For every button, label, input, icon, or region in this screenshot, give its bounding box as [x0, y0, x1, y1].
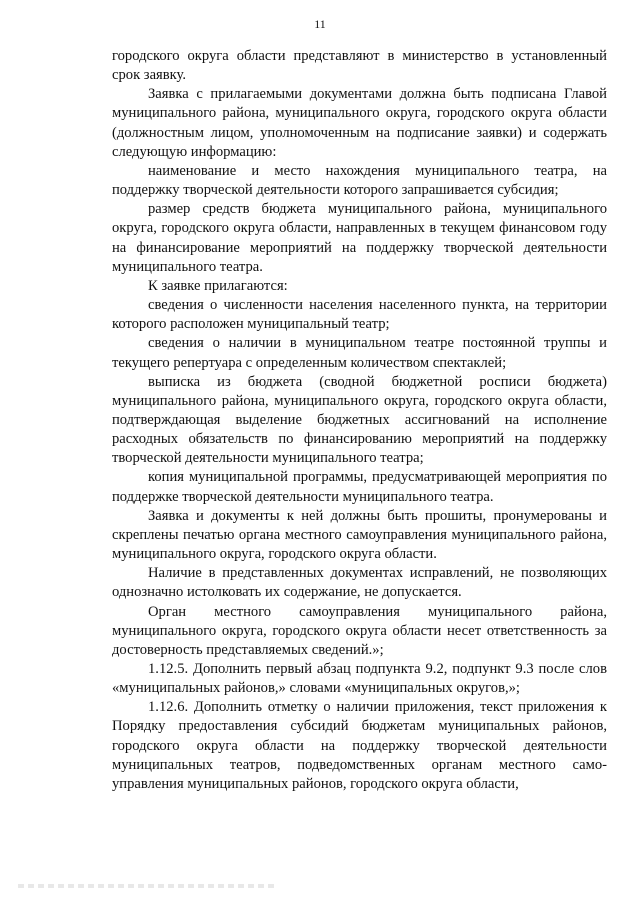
paragraph: Заявка с прилагаемыми документами должна быть подписана Главой муниципального района, муниципального округа, городского округа области (должностным лицом, уполномоченным на подписание заявки) и содержать следующую информацию: [112, 86, 607, 160]
scan-artifact [18, 884, 278, 888]
paragraph: 1.12.5. Дополнить первый абзац подпункта 9.2, подпункт 9.3 после слов «муниципальных районов,» словами «муниципальных округов,»; [112, 661, 607, 697]
paragraph: сведения о наличии в муниципальном театре постоянной труппы и текущего репертуара с определенным количеством спектаклей; [112, 335, 607, 371]
paragraph: выписка из бюджета (сводной бюджетной росписи бюджета) муниципального района, муниципального округа, городского округа области, подтверждающая выделение бюджетных ассигнований на исполнение расходных обязательств по финансированию мероприятий на поддержку творческой деятельности муниципального театра; [112, 373, 607, 467]
paragraph: городского округа области представляют в министерство в установленный срок заявку. [112, 48, 607, 84]
document-body [112, 47, 607, 794]
paragraph: Наличие в представленных документах исправлений, не позволяющих однозначно истолковать их содержание, не допускается. [112, 565, 607, 601]
paragraph: К заявке прилагаются: [148, 277, 288, 294]
paragraph: сведения о численности населения населенного пункта, на территории которого расположен муниципальный театр; [112, 297, 607, 333]
paragraph: размер средств бюджета муниципального района, муниципального округа, городского округа области, направленных в текущем финансовом году на финансирование мероприятий на поддержку творческой деятельности муниципального театра. [112, 201, 607, 275]
paragraph: 1.12.6. Дополнить отметку о наличии приложения, текст приложения к Порядку предоставления субсидий бюджетам муниципальных районов, городского округа области на поддержку творческой деятельности муниципальных театров, подведомственных органам местного само-управления муниципальных районов, городского округа области, [112, 699, 607, 792]
paragraph: наименование и место нахождения муниципального театра, на поддержку творческой деятельности которого запрашивается субсидия; [112, 162, 607, 199]
paragraph: Орган местного самоуправления муниципального района, муниципального округа, городского округа области несет ответственность за достоверность представляемых сведений.»; [112, 603, 607, 658]
page-number: 11 [314, 17, 326, 31]
paragraph: копия муниципальной программы, предусматривающей мероприятия по поддержке творческой деятельности муниципального театра. [112, 469, 607, 505]
paragraph: Заявка и документы к ней должны быть прошиты, пронумерованы и скреплены печатью органа местного самоуправления муниципального района, муниципального округа, городского округа области. [112, 507, 607, 563]
